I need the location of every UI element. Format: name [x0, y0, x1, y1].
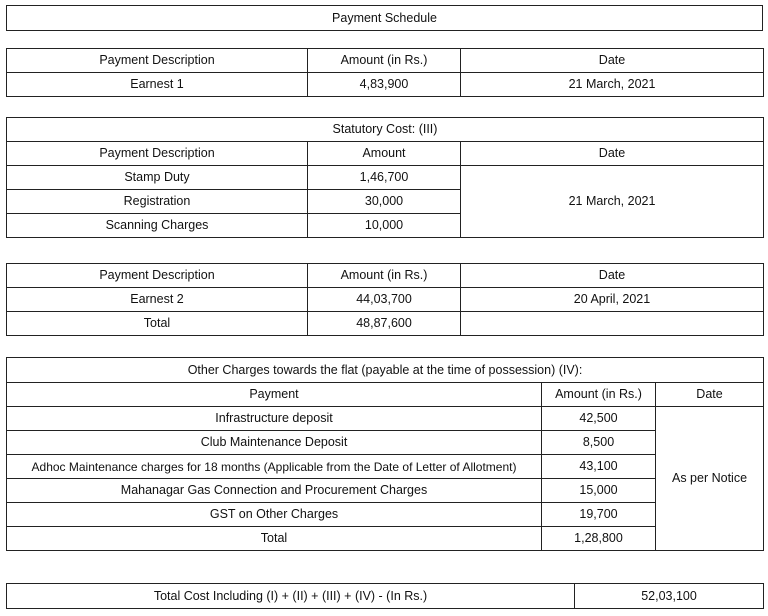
header-payment-description: Payment Description — [7, 49, 308, 73]
row-amount: 19,700 — [542, 503, 656, 527]
table-header-row — [7, 383, 764, 407]
table-row — [7, 584, 764, 609]
row-amount: 1,28,800 — [542, 527, 656, 551]
row-description: Club Maintenance Deposit — [7, 431, 542, 455]
table-row — [7, 312, 764, 336]
header-amount: Amount (in Rs.) — [542, 383, 656, 407]
row-amount: 42,500 — [542, 407, 656, 431]
row-description: Earnest 2 — [7, 288, 308, 312]
row-amount: 48,87,600 — [308, 312, 461, 336]
page-title: Payment Schedule — [7, 6, 763, 31]
row-description: GST on Other Charges — [7, 503, 542, 527]
row-date: 20 April, 2021 — [461, 288, 764, 312]
table-row — [7, 431, 764, 455]
payment-schedule-title-table — [6, 5, 763, 31]
header-amount: Amount (in Rs.) — [308, 264, 461, 288]
section-title: Other Charges towards the flat (payable at the time of possession) (IV): — [7, 358, 764, 383]
header-payment-description: Payment Description — [7, 264, 308, 288]
row-description: Earnest 1 — [7, 73, 308, 97]
grand-total-label: Total Cost Including (I) + (II) + (III) + (IV) - (In Rs.) — [7, 584, 575, 609]
header-date: Date — [461, 142, 764, 166]
row-amount: 15,000 — [542, 479, 656, 503]
row-description: Infrastructure deposit — [7, 407, 542, 431]
grand-total-value: 52,03,100 — [575, 584, 764, 609]
table-header-row — [7, 264, 764, 288]
header-date: Date — [461, 49, 764, 73]
row-date — [461, 312, 764, 336]
row-date: As per Notice — [656, 407, 764, 551]
other-charges-table — [6, 357, 764, 551]
row-amount: 4,83,900 — [308, 73, 461, 97]
row-amount: 30,000 — [308, 190, 461, 214]
table-row — [7, 407, 764, 431]
table-row — [7, 527, 764, 551]
statutory-cost-table — [6, 117, 764, 238]
row-description: Registration — [7, 190, 308, 214]
row-description: Scanning Charges — [7, 214, 308, 238]
earnest-2-table — [6, 263, 764, 336]
header-amount: Amount (in Rs.) — [308, 49, 461, 73]
table-row — [7, 73, 764, 97]
row-description: Stamp Duty — [7, 166, 308, 190]
section-title: Statutory Cost: (III) — [7, 118, 764, 142]
row-amount: 1,46,700 — [308, 166, 461, 190]
row-description: Total — [7, 527, 542, 551]
row-amount: 8,500 — [542, 431, 656, 455]
table-row — [7, 479, 764, 503]
table-row — [7, 455, 764, 479]
table-row — [7, 288, 764, 312]
header-date: Date — [656, 383, 764, 407]
grand-total-table — [6, 583, 764, 609]
row-date: 21 March, 2021 — [461, 73, 764, 97]
header-payment-description: Payment Description — [7, 142, 308, 166]
row-date: 21 March, 2021 — [461, 166, 764, 238]
row-amount: 10,000 — [308, 214, 461, 238]
earnest-1-table — [6, 48, 764, 97]
row-amount: 43,100 — [542, 455, 656, 479]
header-amount: Amount — [308, 142, 461, 166]
row-description: Total — [7, 312, 308, 336]
table-header-row — [7, 49, 764, 73]
table-row — [7, 503, 764, 527]
row-description: Adhoc Maintenance charges for 18 months (Applicable from the Date of Letter of Allotment) — [7, 455, 542, 479]
table-row — [7, 166, 764, 190]
row-amount: 44,03,700 — [308, 288, 461, 312]
header-payment: Payment — [7, 383, 542, 407]
table-header-row — [7, 142, 764, 166]
row-description: Mahanagar Gas Connection and Procurement Charges — [7, 479, 542, 503]
header-date: Date — [461, 264, 764, 288]
